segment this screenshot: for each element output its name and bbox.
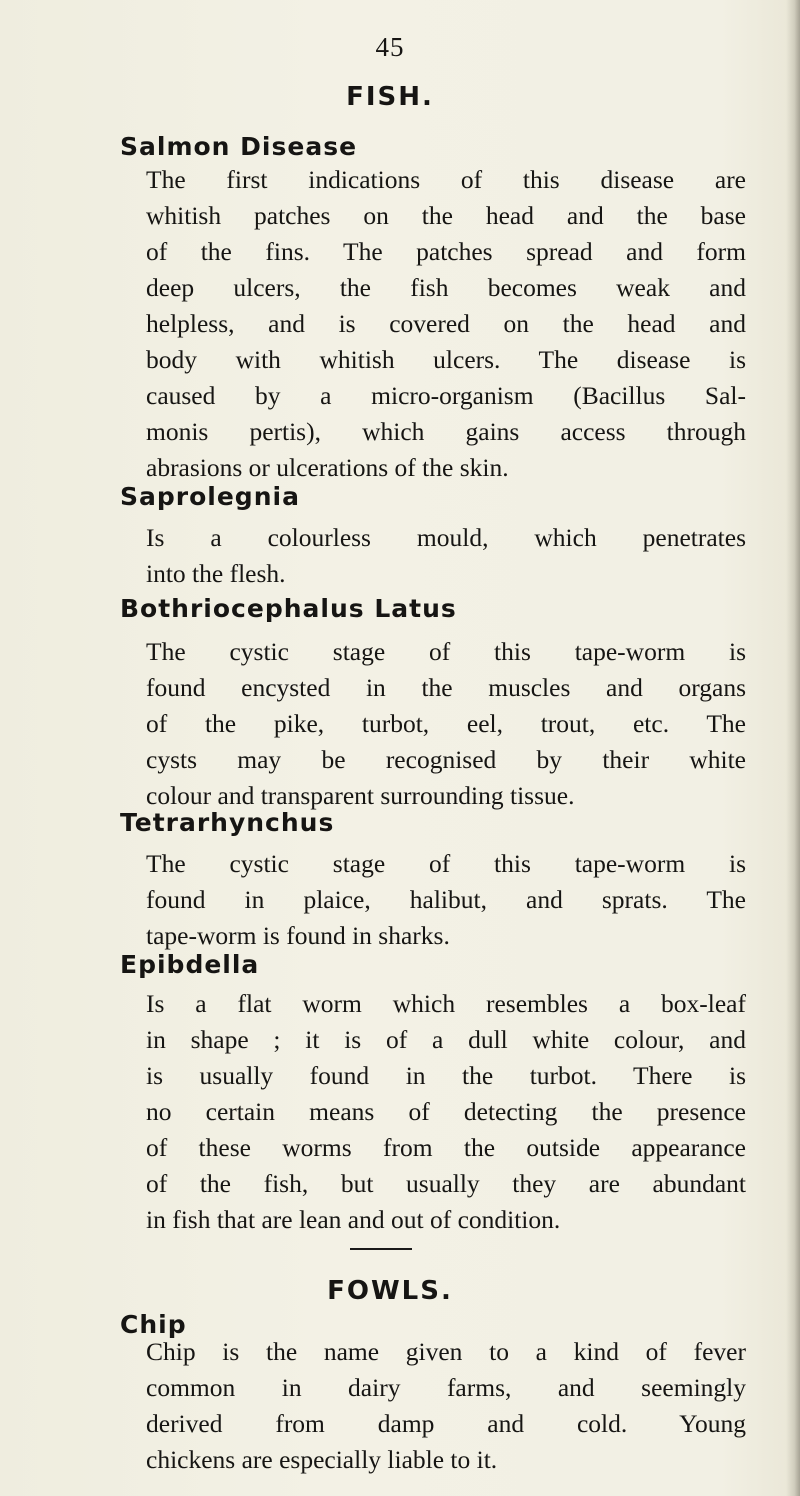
- text-line: chickens are especially liable to it.: [146, 1445, 498, 1474]
- text-line: found encysted in the muscles and organs: [146, 673, 746, 702]
- entry-heading-epibdella: Epibdella: [120, 950, 260, 979]
- text-line: of the fish, but usually they are abundant: [146, 1169, 746, 1198]
- entry-body-salmon-disease: [146, 162, 746, 486]
- text-line: helpless, and is covered on the head and: [146, 309, 746, 338]
- entry-heading-bothriocephalus-latus: Bothriocephalus Latus: [120, 594, 457, 623]
- text-line: Is a flat worm which resembles a box-leaf: [146, 989, 746, 1018]
- entry-body-bothriocephalus-latus: [146, 634, 746, 814]
- entry-body-chip: [146, 1334, 746, 1478]
- section-title-fish: FISH.: [346, 82, 434, 112]
- text-line: into the flesh.: [146, 559, 286, 588]
- section-divider: [350, 1248, 412, 1250]
- text-line: The cystic stage of this tape-worm is: [146, 849, 746, 878]
- text-line: The cystic stage of this tape-worm is: [146, 637, 746, 666]
- text-line: The first indications of this disease are: [146, 165, 746, 194]
- text-line: colour and transparent surrounding tissue.: [146, 781, 575, 810]
- text-line: body with whitish ulcers. The disease is: [146, 345, 746, 374]
- text-line: monis pertis), which gains access through: [146, 417, 746, 446]
- text-line: cysts may be recognised by their white: [146, 745, 746, 774]
- page-edge-shadow: [786, 0, 800, 1496]
- text-line: of these worms from the outside appearance: [146, 1133, 746, 1162]
- entry-body-epibdella: [146, 986, 746, 1238]
- text-line: in fish that are lean and out of condition.: [146, 1205, 561, 1234]
- text-line: deep ulcers, the fish becomes weak and: [146, 273, 746, 302]
- text-line: of the fins. The patches spread and form: [146, 237, 746, 266]
- text-line: derived from damp and cold. Young: [146, 1409, 746, 1438]
- text-line: caused by a micro-organism (Bacillus Sal-: [146, 381, 746, 410]
- entry-heading-saprolegnia: Saprolegnia: [120, 482, 300, 511]
- text-line: tape-worm is found in sharks.: [146, 921, 450, 950]
- text-line: is usually found in the turbot. There is: [146, 1061, 746, 1090]
- entry-body-saprolegnia: [146, 520, 746, 592]
- text-line: no certain means of detecting the presence: [146, 1097, 746, 1126]
- section-title-fowls: FOWLS.: [327, 1276, 453, 1306]
- text-line: Chip is the name given to a kind of fever: [146, 1337, 746, 1366]
- text-line: abrasions or ulcerations of the skin.: [146, 453, 509, 482]
- entry-heading-tetrarhynchus: Tetrarhynchus: [120, 808, 335, 837]
- text-line: in shape ; it is of a dull white colour, and: [146, 1025, 746, 1054]
- text-line: common in dairy farms, and seemingly: [146, 1373, 746, 1402]
- text-line: of the pike, turbot, eel, trout, etc. The: [146, 709, 746, 738]
- entry-heading-salmon-disease: Salmon Disease: [120, 132, 358, 161]
- entry-heading-chip: Chip: [120, 1310, 187, 1339]
- text-line: Is a colourless mould, which penetrates: [146, 523, 746, 552]
- page-number: 45: [375, 32, 405, 62]
- text-line: whitish patches on the head and the base: [146, 201, 746, 230]
- text-line: found in plaice, halibut, and sprats. The: [146, 885, 746, 914]
- entry-body-tetrarhynchus: [146, 846, 746, 954]
